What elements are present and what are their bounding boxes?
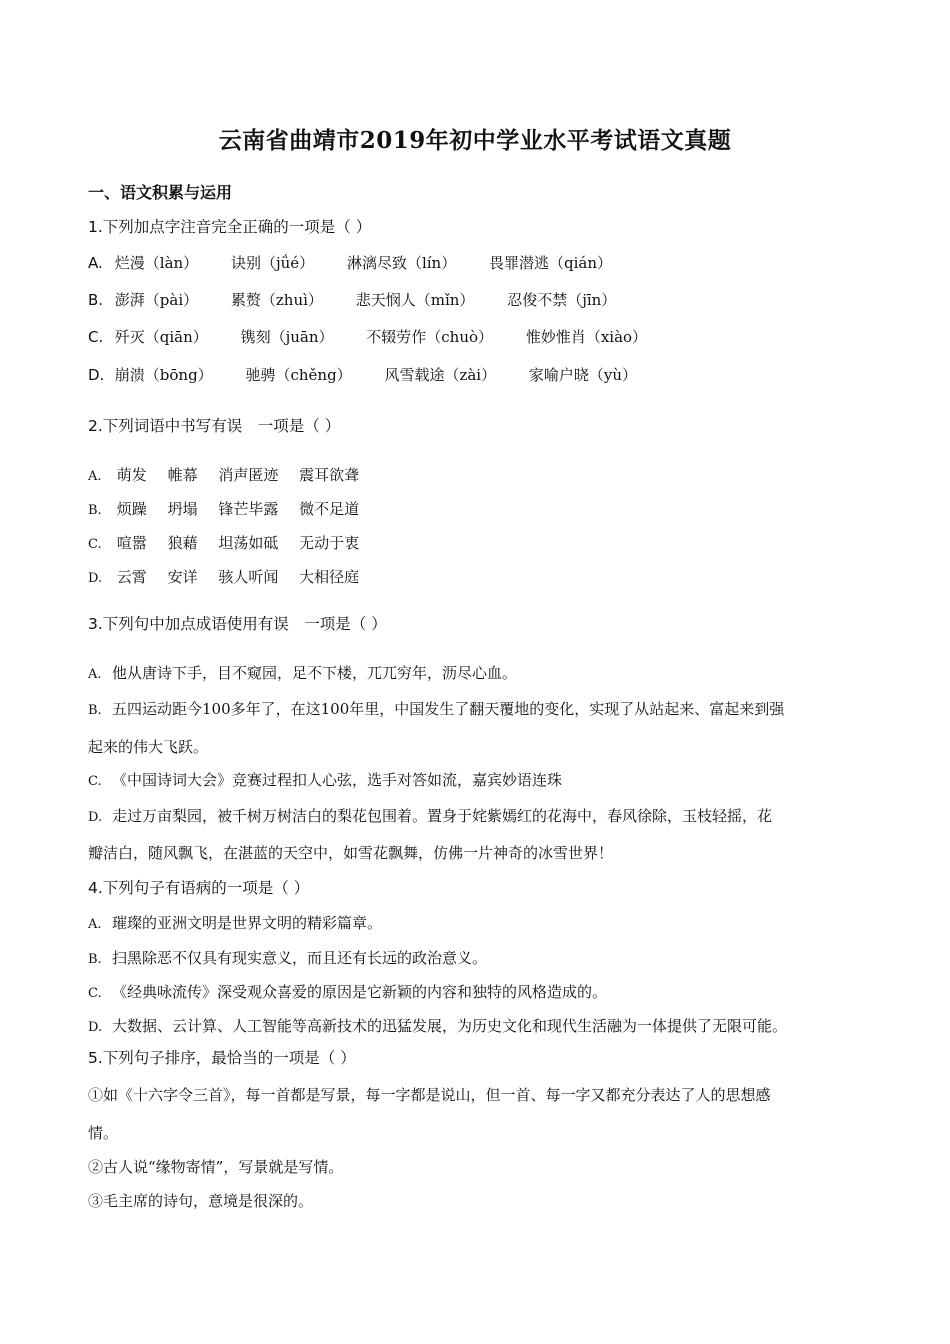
question-3 (88, 612, 387, 634)
option-letter: D. (88, 810, 103, 825)
q1-option-b (88, 289, 644, 310)
option-word: 微不足道 (299, 500, 360, 518)
option-word: 烦躁 (116, 500, 147, 518)
option-word: 云霄 (116, 568, 147, 586)
option-text: 大数据、云计算、人工智能等高新技术的迅猛发展，为历史文化和现代生活融为一体提供了无限可能。 (112, 1017, 788, 1035)
question-stem: 下列句子有语病的一项是（ ） (102, 879, 310, 897)
option-item: 悲天悯人（mǐn） (355, 291, 475, 309)
q2-option-a (88, 464, 375, 485)
q3-option-a (88, 662, 517, 683)
q5-sentence-3: ③毛主席的诗句，意境是很深的。 (88, 1192, 314, 1210)
option-item: 不辍劳作（chuò） (366, 328, 494, 346)
option-word: 大相径庭 (299, 568, 360, 586)
option-item: 崩溃（bōng） (114, 366, 213, 384)
option-text: 扫黑除恶不仅具有现实意义，而且还有长远的政治意义。 (112, 949, 488, 967)
option-word: 帷幕 (167, 466, 198, 484)
option-letter: D. (88, 1020, 103, 1035)
question-4 (88, 876, 309, 898)
q5-sentence-2: ②古人说“缘物寄情”，写景就是写情。 (88, 1158, 344, 1176)
option-letter: B. (88, 291, 104, 309)
question-number: 1. (88, 218, 103, 236)
q1-option-a (88, 252, 640, 273)
option-item: 忍俊不禁（jīn） (507, 291, 617, 309)
q4-option-a (88, 912, 382, 933)
question-stem: 下列句中加点成语使用有误 一项是（ ） (102, 615, 387, 633)
option-text: 他从唐诗下手，目不窥园，足不下楼，兀兀穷年，沥尽心血。 (112, 664, 518, 682)
q4-option-b (88, 947, 487, 968)
option-word: 无动于衷 (299, 534, 360, 552)
q2-option-d (88, 566, 375, 587)
option-text: 五四运动距今100多年了，在这100年里，中国发生了翻天覆地的变化，实现了从站起来、富起来到强 (112, 700, 785, 718)
option-word: 坍塌 (167, 500, 198, 518)
question-stem: 下列加点字注音完全正确的一项是（ ） (102, 218, 372, 236)
option-letter: A. (88, 254, 103, 272)
option-word: 消声匿迹 (218, 466, 279, 484)
option-letter: A. (88, 469, 102, 484)
question-1 (88, 215, 371, 237)
option-item: 累赘（zhuì） (230, 291, 323, 309)
option-word: 喧嚣 (116, 534, 147, 552)
q3-option-c (88, 769, 562, 790)
option-letter: C. (88, 537, 102, 552)
document-title: 云南省曲靖市2019年初中学业水平考试语文真题 (218, 127, 732, 154)
option-letter: B. (88, 952, 102, 967)
option-text: 《经典咏流传》深受观众喜爱的原因是它新颖的内容和独特的风格造成的。 (112, 983, 608, 1001)
q3-option-d (88, 805, 772, 826)
option-text: 《中国诗词大会》竞赛过程扣人心弦，选手对答如流，嘉宾妙语连珠 (112, 771, 563, 789)
option-word: 震耳欲聋 (299, 466, 360, 484)
option-word: 狼藉 (167, 534, 198, 552)
question-number: 4. (88, 879, 103, 897)
q1-option-c (88, 326, 675, 347)
option-text: 走过万亩梨园，被千树万树洁白的梨花包围着。置身于姹紫嫣红的花海中，春风徐除，玉枝轻摇，花 (112, 807, 773, 825)
q2-option-b (88, 498, 375, 519)
option-item: 惟妙惟肖（xiào） (525, 328, 648, 346)
option-word: 坦荡如砥 (218, 534, 279, 552)
option-letter: D. (88, 366, 105, 384)
option-letter: B. (88, 503, 102, 518)
question-2 (88, 414, 340, 436)
question-stem: 下列句子排序，最恰当的一项是（ ） (102, 1049, 356, 1067)
option-item: 家喻户晓（yù） (528, 366, 638, 384)
option-letter: C. (88, 774, 102, 789)
option-letter: D. (88, 571, 103, 586)
q5-sentence-1-cont: 情。 (88, 1124, 119, 1142)
question-stem: 下列词语中书写有误 一项是（ ） (102, 417, 341, 435)
option-item: 烂漫（làn） (114, 254, 199, 272)
q3-option-d-cont (88, 842, 613, 863)
option-word: 萌发 (116, 466, 147, 484)
option-item: 风雪载途（zài） (384, 366, 497, 384)
option-word: 骇人听闻 (218, 568, 279, 586)
option-item: 镌刻（juān） (240, 328, 334, 346)
q1-option-d (88, 364, 665, 385)
option-word: 安详 (167, 568, 198, 586)
option-letter: A. (88, 667, 102, 682)
option-item: 驰骋（chěng） (245, 366, 352, 384)
option-item: 歼灭（qiān） (114, 328, 208, 346)
section-heading: 一、语文积累与运用 (88, 183, 233, 202)
option-letter: C. (88, 986, 102, 1001)
question-number: 3. (88, 615, 103, 633)
question-number: 5. (88, 1049, 103, 1067)
option-item: 澎湃（pài） (114, 291, 199, 309)
option-letter: B. (88, 703, 102, 718)
q3-option-b-cont (88, 736, 208, 757)
option-item: 畏罪潜逃（qián） (489, 254, 613, 272)
question-number: 2. (88, 417, 103, 435)
q5-sentence-1: ①如《十六字令三首》，每一首都是写景，每一字都是说山，但一首、每一字又都充分表达了人的思想感 (88, 1086, 771, 1104)
option-letter: A. (88, 917, 102, 932)
option-text: 璀璨的亚洲文明是世界文明的精彩篇章。 (112, 914, 383, 932)
option-item: 淋漓尽致（lín） (346, 254, 457, 272)
option-text: 瓣洁白，随风飘飞，在湛蓝的天空中，如雪花飘舞，仿佛一片神奇的冰雪世界！ (88, 844, 614, 862)
q4-option-c (88, 981, 607, 1002)
q2-option-c (88, 532, 375, 553)
q3-option-b (88, 698, 784, 719)
option-letter: C. (88, 328, 104, 346)
question-5 (88, 1046, 356, 1068)
q4-option-d (88, 1015, 787, 1036)
option-item: 诀别（jǘé） (230, 254, 315, 272)
option-text: 起来的伟大飞跃。 (88, 738, 209, 756)
option-word: 锋芒毕露 (218, 500, 279, 518)
